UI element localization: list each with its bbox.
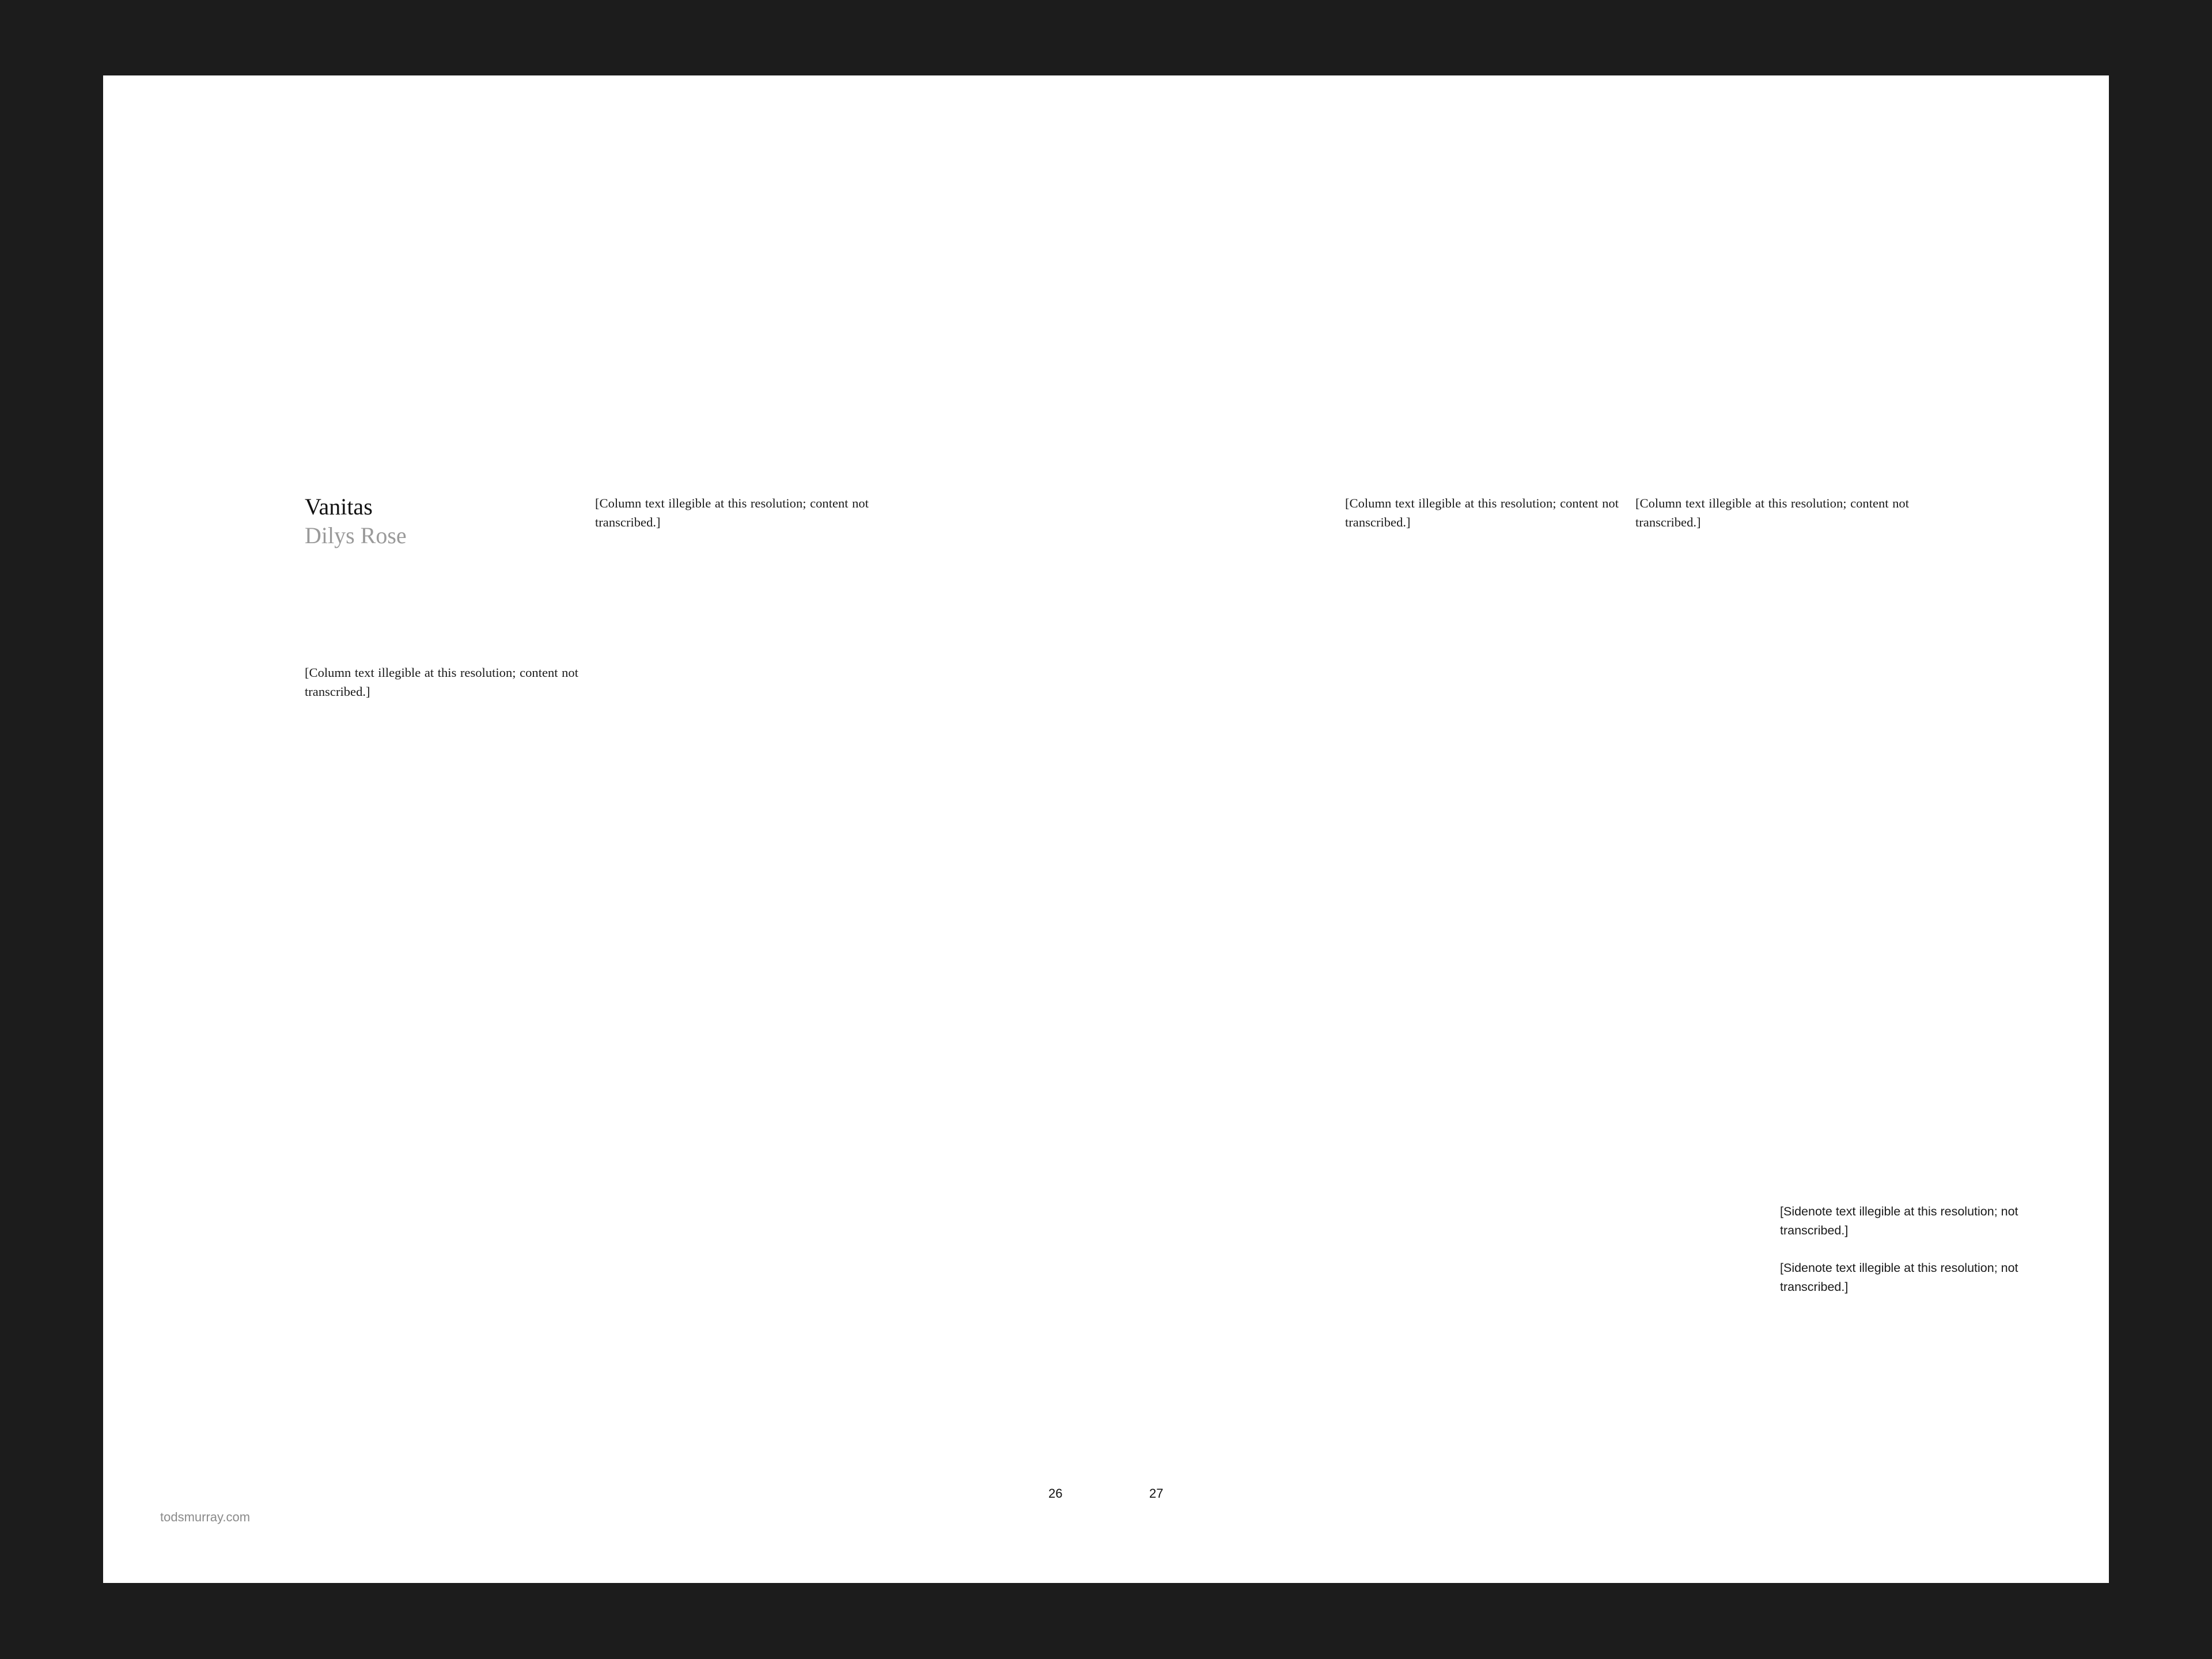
paragraph: [Column text illegible at this resolution; content not transcribed.]	[595, 496, 869, 529]
paragraph: [Column text illegible at this resolution; content not transcribed.]	[305, 665, 578, 699]
text-column-4	[1635, 494, 1909, 532]
collaboration-credit: [Sidenote text illegible at this resolution; not transcribed.]	[1780, 1205, 2018, 1237]
paragraph: [Column text illegible at this resolution; content not transcribed.]	[1635, 496, 1909, 529]
collaboration-quote: [Sidenote text illegible at this resolution; not transcribed.]	[1780, 1261, 2018, 1294]
story-title: Vanitas	[305, 494, 373, 520]
story-author: Dilys Rose	[305, 522, 407, 548]
text-column-2	[595, 494, 869, 532]
text-column-3	[1345, 494, 1619, 532]
page-number-right: 27	[1149, 1486, 1164, 1501]
paragraph: [Column text illegible at this resolution; content not transcribed.]	[1345, 496, 1619, 529]
magazine-spread	[103, 75, 2109, 1583]
collaboration-note	[1780, 1202, 2056, 1316]
page-number-left: 26	[1048, 1486, 1063, 1501]
text-column-1	[305, 664, 578, 701]
footer-site-link[interactable]: todsmurray.com	[160, 1510, 251, 1524]
